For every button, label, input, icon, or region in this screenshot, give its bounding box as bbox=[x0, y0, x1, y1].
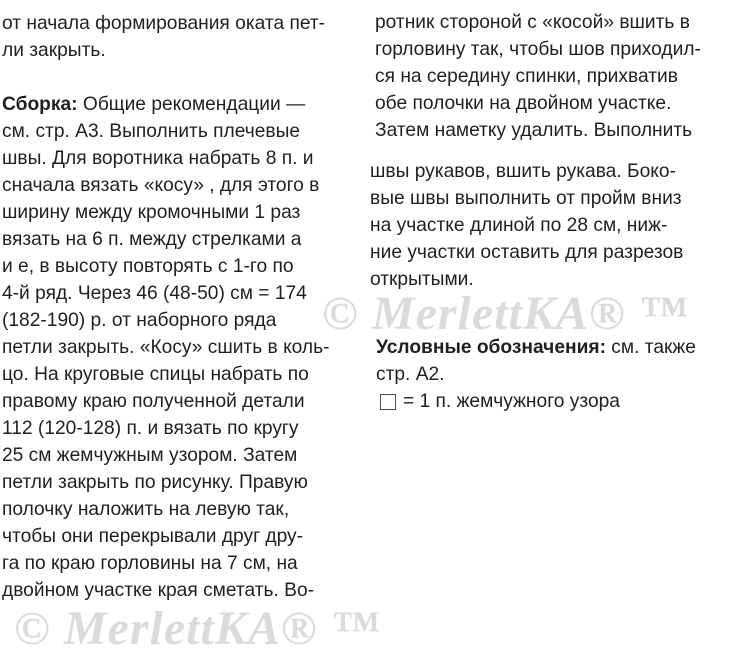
assembly-heading: Сборка: bbox=[2, 94, 78, 115]
text-line: полочку наложить на левую так, bbox=[2, 499, 290, 520]
text-line: га по краю горловины на 7 см, на bbox=[2, 553, 298, 574]
text-line: см. стр. А3. Выполнить плечевые bbox=[2, 121, 301, 142]
text-line: ние участки оставить для разрезов bbox=[370, 242, 684, 263]
empty-square-icon bbox=[380, 394, 396, 410]
right-column-top bbox=[375, 9, 717, 144]
text-line: ли закрыть. bbox=[2, 40, 106, 61]
text-line: петли закрыть. «Косу» сшить в коль- bbox=[2, 337, 330, 358]
right-column-middle bbox=[370, 158, 716, 293]
text-line: цо. На круговые спицы набрать по bbox=[2, 364, 309, 385]
text-line: сначала вязать «косу» , для этого в bbox=[2, 175, 320, 196]
legend-heading: Условные обозначения: bbox=[376, 337, 606, 358]
assembly-paragraph bbox=[2, 91, 340, 604]
text-line: на участке длиной по 28 см, ниж- bbox=[370, 215, 668, 236]
watermark: © MerlettKA® ™ bbox=[14, 602, 380, 655]
text-line: см. также bbox=[605, 337, 696, 358]
text-line: стр. А2. bbox=[376, 364, 445, 385]
legend-item bbox=[376, 388, 726, 415]
text-line: чтобы они перекрывали друг дру- bbox=[2, 526, 304, 547]
left-column bbox=[2, 10, 340, 604]
text-line: 112 (120-128) п. и вязать по кругу bbox=[2, 418, 299, 439]
text-line: швы. Для воротника набрать 8 п. и bbox=[2, 148, 314, 169]
text-line: 25 см жемчужным узором. Затем bbox=[2, 445, 298, 466]
text-line: обе полочки на двойном участке. bbox=[375, 93, 672, 114]
text-line: (182-190) р. от наборного ряда bbox=[2, 310, 277, 331]
text-line: от начала формирования оката пет- bbox=[2, 13, 326, 34]
intro-paragraph bbox=[2, 10, 340, 64]
text-line: открытыми. bbox=[370, 269, 474, 290]
legend-item-label: = 1 п. жемчужного узора bbox=[403, 391, 620, 412]
text-line: правому краю полученной детали bbox=[2, 391, 305, 412]
text-line: вые швы выполнить от пройм вниз bbox=[370, 188, 682, 209]
text-line: петли закрыть по рисунку. Правую bbox=[2, 472, 308, 493]
text-line: ширину между кромочными 1 раз bbox=[2, 202, 301, 223]
text-line: Общие рекомендации — bbox=[77, 94, 306, 115]
text-line: горловину так, чтобы шов приходил- bbox=[375, 39, 701, 60]
text-line: швы рукавов, вшить рукава. Боко- bbox=[370, 161, 676, 182]
text-line: вязать на 6 п. между стрелками а bbox=[2, 229, 302, 250]
legend-section bbox=[376, 334, 726, 415]
text-line: ся на середину спинки, прихватив bbox=[375, 66, 678, 87]
text-line: Затем наметку удалить. Выполнить bbox=[375, 120, 693, 141]
text-line: ротник стороной с «косой» вшить в bbox=[375, 12, 690, 33]
watermark: © MerlettKA® ™ bbox=[322, 287, 688, 340]
text-line: 4-й ряд. Через 46 (48-50) см = 174 bbox=[2, 283, 307, 304]
text-line: и е, в высоту повторять с 1-го по bbox=[2, 256, 294, 277]
text-line: двойном участке края сметать. Во- bbox=[2, 580, 315, 601]
